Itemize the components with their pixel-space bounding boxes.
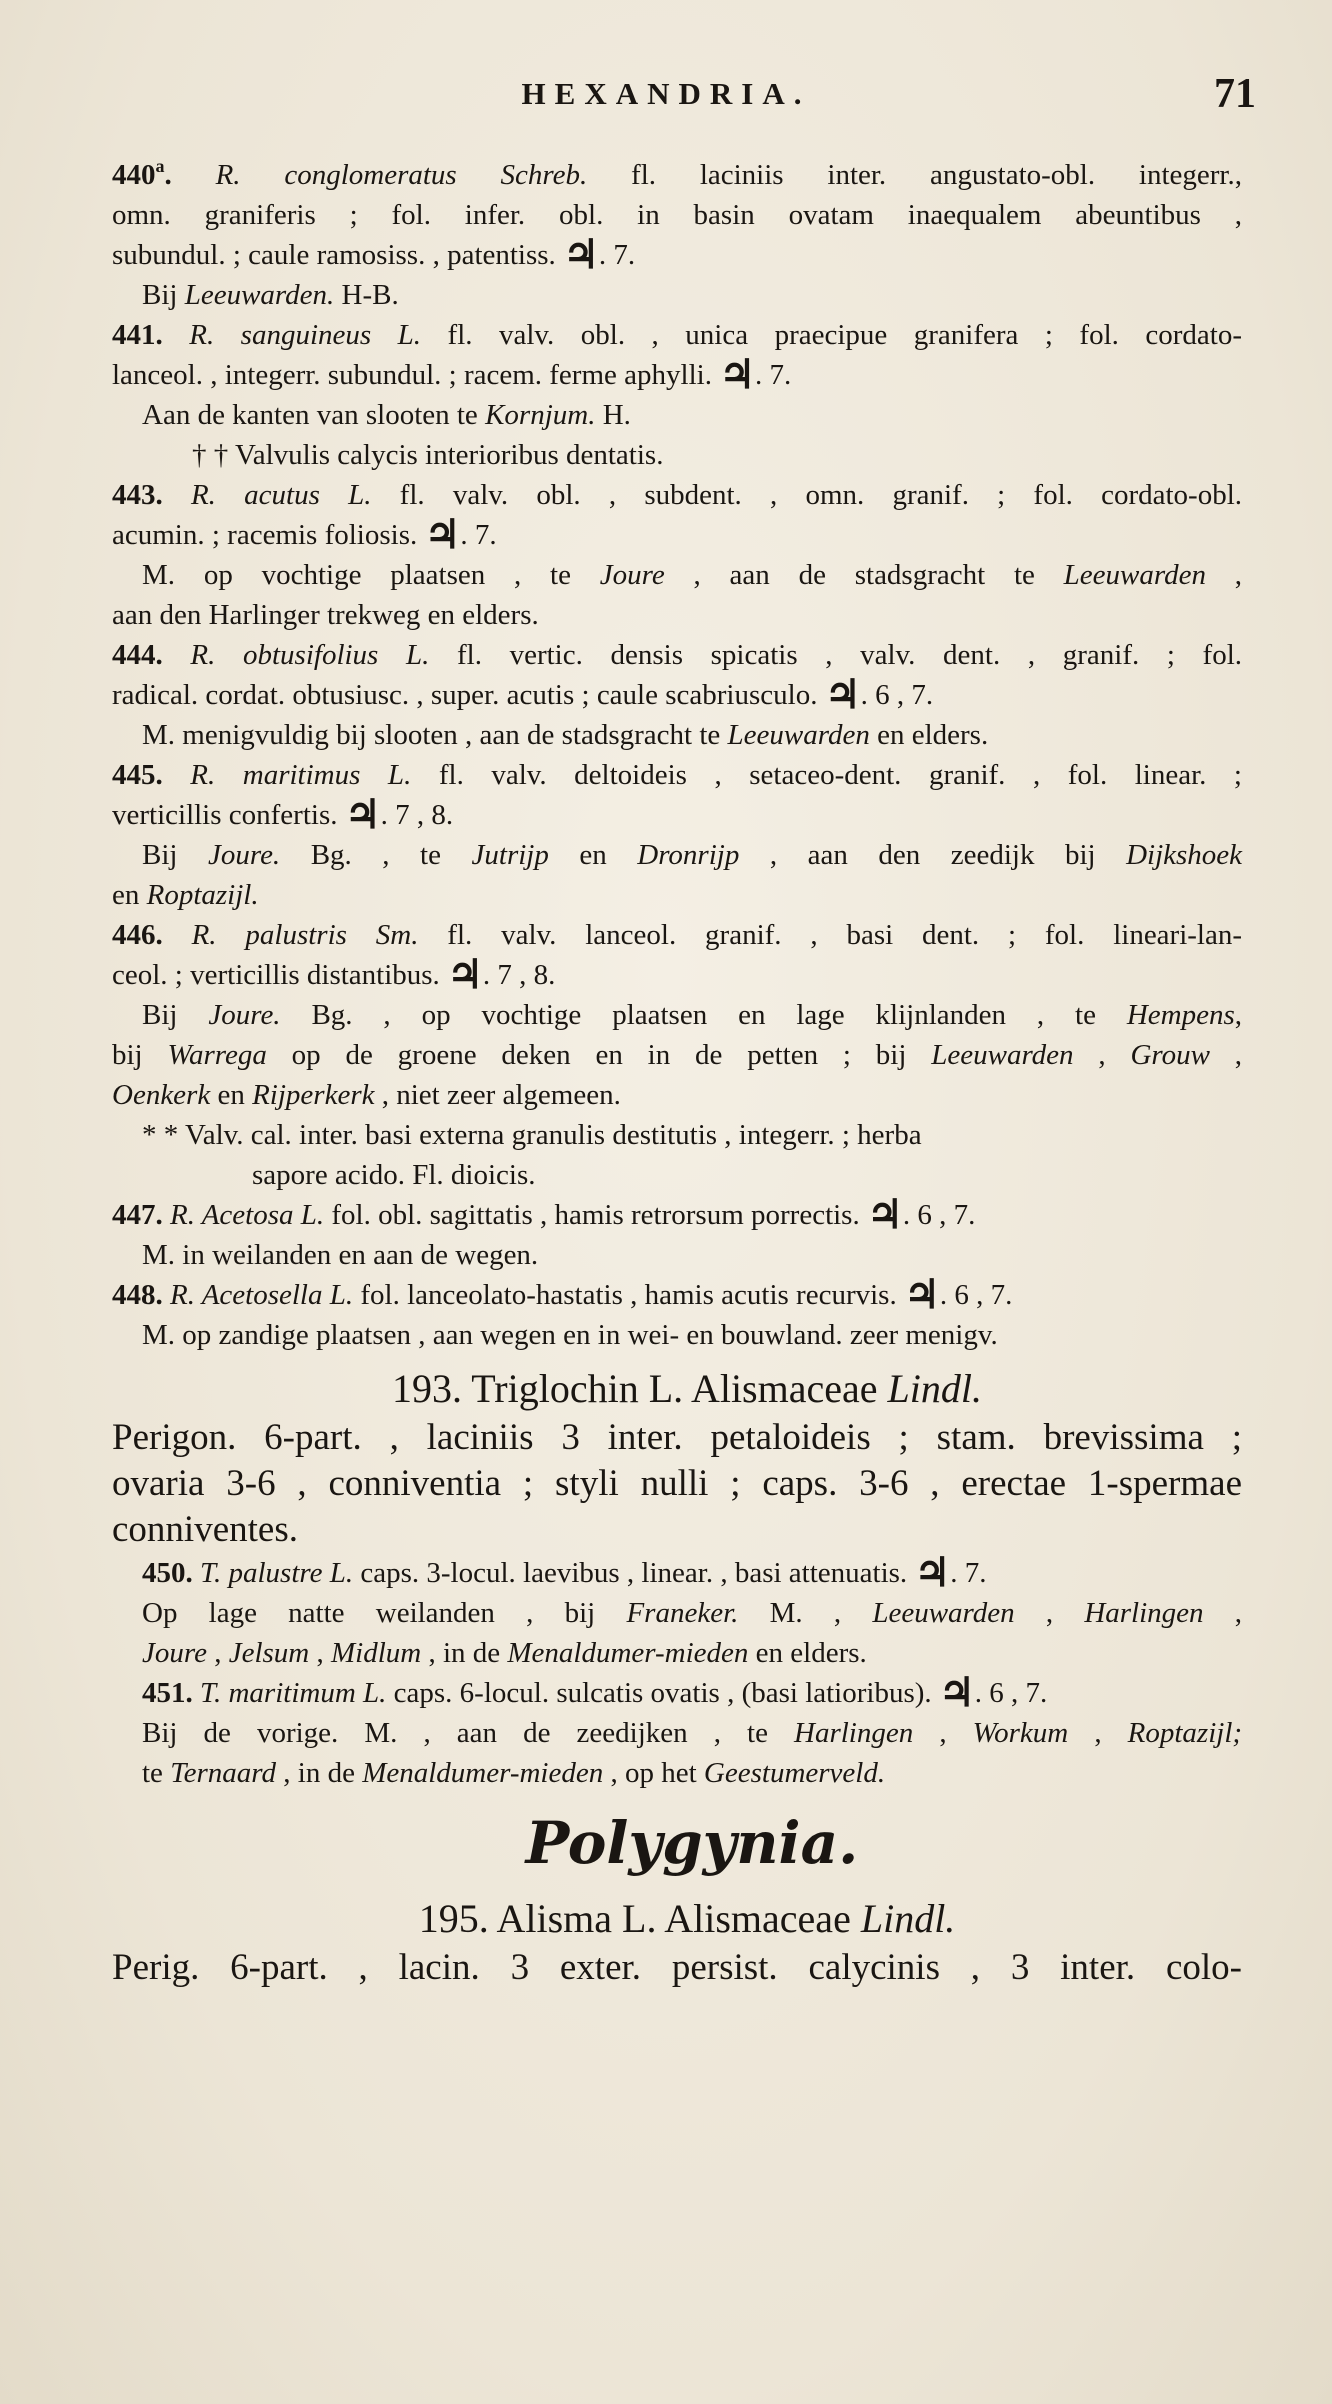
entry-446-locality-2: bij Warrega op de groene deken en in de petten ; bij Leeuwarden , Grouw , — [112, 1039, 1243, 1071]
perennial-symbol: ♃ — [824, 672, 861, 717]
entry-444-line-2: radical. cordat. obtusiusc. , super. acutis ; caule scabriusculo. ♃. 6 , 7. — [112, 672, 934, 717]
running-header — [0, 72, 1332, 122]
entry-446-locality-3: Oenkerk en Rijperkerk , niet zeer algemeen. — [112, 1079, 621, 1111]
entry-number: 450. — [142, 1557, 193, 1589]
species-name: R. obtusifolius L. — [190, 639, 430, 671]
entry-440a-line-2: omn. graniferis ; fol. infer. obl. in basin ovatam inaequalem abeuntibus , — [112, 199, 1242, 231]
entry-446-locality-1: Bij Joure. Bg. , op vochtige plaatsen en lage klijnlanden , te Hempens, — [142, 999, 1243, 1031]
entry-445-line-2: verticillis confertis. ♃. 7 , 8. — [112, 792, 454, 837]
entry-number: 444. — [112, 639, 163, 671]
entry-number: 443. — [112, 479, 163, 511]
entry-number: 445. — [112, 759, 163, 791]
genus-193-heading: 193. Triglochin L. Alismaceae Lindl. — [392, 1366, 982, 1411]
page-content — [112, 155, 1242, 1991]
header-title: HEXANDRIA. — [521, 76, 811, 111]
section-heading: Polygynia. — [525, 1809, 859, 1877]
species-name: R. Acetosa L. — [170, 1199, 325, 1231]
genus-193-description-1: Perigon. 6-part. , laciniis 3 inter. petaloideis ; stam. brevissima ; — [112, 1417, 1242, 1458]
species-name: T. maritimum L. — [200, 1677, 387, 1709]
entry-446-line-1: 446. R. palustris Sm. fl. valv. lanceol. granif. , basi dent. ; fol. lineari-lan- — [112, 919, 1243, 951]
entry-number: 440$^a$. — [112, 156, 172, 191]
perennial-symbol: ♃ — [424, 512, 461, 557]
entry-444-locality: M. menigvuldig bij slooten , aan de stadsgracht te Leeuwarden en elders. — [142, 719, 989, 751]
species-name: R. acutus L. — [190, 479, 372, 511]
entry-440a-line-3: subundul. ; caule ramosiss. , patentiss. ♃. 7. — [112, 232, 636, 277]
entry-445-locality-1: Bij Joure. Bg. , te Jutrijp en Dronrijp , aan den zeedijk bij Dijkshoek — [142, 839, 1243, 871]
species-name: R. sanguineus L. — [189, 319, 422, 351]
dagger-note: † † Valvulis calycis interioribus dentatis. — [192, 439, 664, 471]
entry-450-locality-1: Op lage natte weilanden , bij Franeker. M. , Leeuwarden , Harlingen , — [142, 1597, 1243, 1629]
entry-number: 448. — [112, 1279, 163, 1311]
species-name: R. maritimus L. — [190, 759, 412, 791]
entry-451-locality-1: Bij de vorige. M. , aan de zeedijken , te Harlingen , Workum , Roptazijl; — [142, 1717, 1243, 1749]
entry-443-line-2: acumin. ; racemis foliosis. ♃. 7. — [112, 512, 497, 557]
entry-447-locality: M. in weilanden en aan de wegen. — [142, 1239, 539, 1271]
perennial-symbol: ♃ — [563, 232, 599, 277]
entry-441-line-2: lanceol. , integerr. subundul. ; racem. ferme aphylli. ♃. 7. — [112, 352, 792, 397]
genus-195-description-1: Perig. 6-part. , lacin. 3 exter. persist. calycinis , 3 inter. colo- — [112, 1947, 1242, 1988]
entry-450-line-1: 450. T. palustre L. caps. 3-locul. laevibus , linear. , basi attenuatis. ♃. 7. — [142, 1550, 987, 1595]
entry-445-locality-2: en Roptazijl. — [112, 879, 259, 911]
entry-447-line-1: 447. R. Acetosa L. fol. obl. sagittatis , hamis retrorsum porrectis. ♃. 6 , 7. — [112, 1192, 976, 1237]
entry-444-line-1: 444. R. obtusifolius L. fl. vertic. densis spicatis , valv. dent. , granif. ; fol. — [112, 639, 1243, 671]
entry-443-locality-1: M. op vochtige plaatsen , te Joure , aan de stadsgracht te Leeuwarden , — [142, 559, 1242, 591]
species-name: R. palustris Sm. — [191, 919, 419, 951]
perennial-symbol: ♃ — [447, 952, 483, 997]
genus-193-description-2: ovaria 3-6 , conniventia ; styli nulli ; caps. 3-6 , erectae 1-spermae — [112, 1463, 1242, 1504]
asterisk-note-line-2: sapore acido. Fl. dioicis. — [252, 1159, 536, 1191]
entry-448-line-1: 448. R. Acetosella L. fol. lanceolato-hastatis , hamis acutis recurvis. ♃. 6 , 7. — [112, 1272, 1013, 1317]
diagnosis-text: fl. laciniis inter. angustato-obl. integerr., — [631, 159, 1242, 191]
entry-440a-line-1 — [112, 155, 1242, 195]
asterisk-note-line-1: * * Valv. cal. inter. basi externa granulis destitutis , integerr. ; herba — [142, 1119, 922, 1151]
genus-195-heading: 195. Alisma L. Alismaceae Lindl. — [418, 1896, 956, 1941]
entry-number: 441. — [112, 319, 163, 351]
entry-440a-locality: Bij Leeuwarden. H-B. — [142, 279, 399, 311]
perennial-symbol: ♃ — [903, 1272, 940, 1317]
entry-446-line-2: ceol. ; verticillis distantibus. ♃. 7 , 8. — [112, 952, 556, 997]
perennial-symbol: ♃ — [866, 1192, 903, 1237]
asterisk-symbol: * * — [142, 1119, 179, 1151]
page-number: 71 — [1214, 71, 1256, 117]
entry-448-locality: M. op zandige plaatsen , aan wegen en in wei- en bouwland. zeer menigv. — [142, 1319, 998, 1351]
entry-441-line-1: 441. R. sanguineus L. fl. valv. obl. , unica praecipue granifera ; fol. cordato- — [112, 319, 1242, 351]
perennial-symbol: ♃ — [938, 1670, 975, 1715]
entry-451-line-1: 451. T. maritimum L. caps. 6-locul. sulcatis ovatis , (basi latioribus). ♃. 6 , 7. — [142, 1670, 1048, 1715]
perennial-symbol: ♃ — [344, 792, 381, 837]
species-name: R. conglomeratus Schreb. — [215, 159, 588, 191]
entry-451-locality-2: te Ternaard , in de Menaldumer-mieden , op het Geestumerveld. — [142, 1757, 886, 1789]
entry-441-locality: Aan de kanten van slooten te Kornjum. H. — [142, 399, 631, 431]
entry-number: 451. — [142, 1677, 193, 1709]
entry-number: 446. — [112, 919, 163, 951]
species-name: T. palustre L. — [200, 1557, 354, 1589]
entry-443-locality-2: aan den Harlinger trekweg en elders. — [112, 599, 539, 631]
perennial-symbol: ♃ — [914, 1550, 951, 1595]
perennial-symbol: ♃ — [719, 352, 756, 397]
entry-445-line-1: 445. R. maritimus L. fl. valv. deltoideis , setaceo-dent. granif. , fol. linear. ; — [112, 759, 1242, 791]
entry-number: 447. — [112, 1199, 163, 1231]
genus-193-description-3: conniventes. — [112, 1509, 298, 1550]
dagger-symbol: † † — [192, 439, 229, 471]
entry-450-locality-2: Joure , Jelsum , Midlum , in de Menaldumer-mieden en elders. — [142, 1637, 867, 1669]
entry-443-line-1: 443. R. acutus L. fl. valv. obl. , subdent. , omn. granif. ; fol. cordato-obl. — [112, 479, 1243, 511]
species-name: R. Acetosella L. — [170, 1279, 354, 1311]
